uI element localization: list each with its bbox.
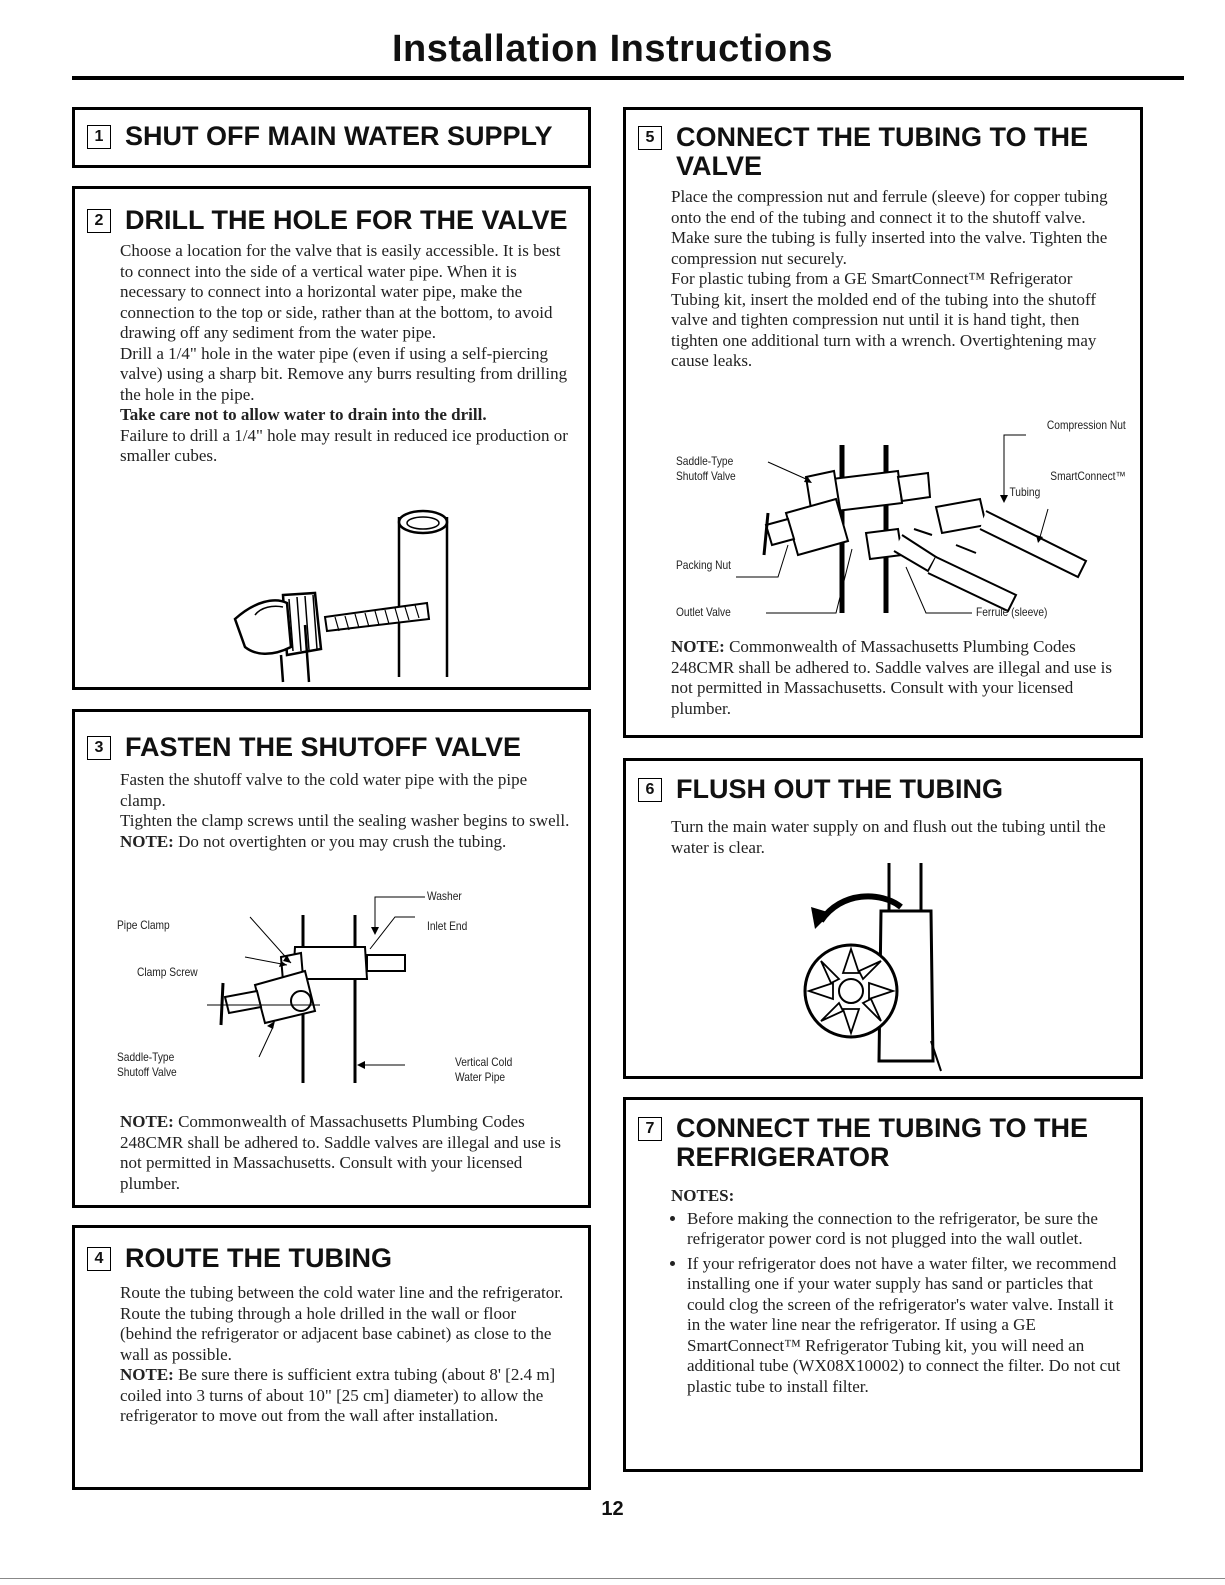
tubing-valve-illustration <box>636 417 1136 617</box>
list-item: • Before making the connection to the refrigerator, be sure the refrigerator power cord is not plugged into the wall outlet. <box>687 1209 1122 1250</box>
step-5-note <box>671 637 1122 719</box>
step-7-heading <box>638 1114 1130 1172</box>
step-3-box <box>72 709 591 1208</box>
note-text: Commonwealth of Massachusetts Plumbing Codes 248CMR shall be adhered to. Saddle valves are illegal and use is not permitted in Massachusetts. Consult with your licensed plumber. <box>671 637 1112 718</box>
label-ferrule: Ferrule (sleeve) <box>976 605 1048 619</box>
label-pipe-clamp: Pipe Clamp <box>117 918 170 932</box>
step-2-box <box>72 186 591 690</box>
step-title: FASTEN THE SHUTOFF VALVE <box>125 732 522 762</box>
title-rule <box>72 76 1184 80</box>
note-text: Do not overtighten or you may crush the tubing. <box>178 831 507 851</box>
paragraph: Tighten the clamp screws until the sealing washer begins to swell. <box>120 811 570 830</box>
step-5-heading <box>638 123 1130 181</box>
step-title: CONNECT THE TUBING TO THE VALVE <box>676 122 1089 181</box>
note-label: NOTE: <box>120 1112 174 1131</box>
step-title: CONNECT THE TUBING TO THE REFRIGERATOR <box>676 1113 1089 1172</box>
note-text: Commonwealth of Massachusetts Plumbing Codes 248CMR shall be adhered to. Saddle valves are illegal and use is not permitted in Massachusetts. Consult with your licensed plumber. <box>120 1112 561 1193</box>
step-number: 3 <box>87 736 111 760</box>
label-shutoff-valve: Shutoff Valve <box>676 469 736 483</box>
paragraph: Place the compression nut and ferrule (sleeve) for copper tubing onto the end of the tubing and connect it to the shutoff valve. <box>671 187 1108 227</box>
label-tubing: Tubing <box>1009 485 1040 499</box>
step-number: 2 <box>87 209 111 233</box>
paragraph: For plastic tubing from a GE SmartConnect™ Refrigerator Tubing kit, insert the molded end of the tubing into the shutoff valve and tighten compression nut until it is hand tight, then tighten one additional turn with a wrench. Overtightening may cause leaks. <box>671 269 1097 370</box>
step-7-text <box>671 1186 1122 1401</box>
step-6-heading <box>638 775 1130 804</box>
label-outlet-valve: Outlet Valve <box>676 605 731 619</box>
step-number: 6 <box>638 778 662 802</box>
note-text: Be sure there is sufficient extra tubing (about 8' [2.4 m] coiled into 3 turns of about 10" [25 cm] diameter) to allow the refrigerator to move out from the wall after installation. <box>120 1365 556 1425</box>
drill-illustration <box>195 507 495 682</box>
paragraph: Failure to drill a 1/4" hole may result in reduced ice production or smaller cubes. <box>120 425 568 465</box>
paragraph: Fasten the shutoff valve to the cold water pipe with the pipe clamp. <box>120 770 528 810</box>
note-label: NOTE: <box>120 1365 174 1384</box>
step-3-heading <box>87 733 578 762</box>
notes-label: NOTES: <box>671 1186 735 1205</box>
flush-valve-illustration <box>791 861 971 1071</box>
paragraph: Route the tubing between the cold water line and the refrigerator. <box>120 1283 564 1302</box>
page-title: Installation Instructions <box>391 28 834 70</box>
step-number: 5 <box>638 126 662 150</box>
label-compression-nut: Compression Nut <box>1047 418 1126 432</box>
label-water-pipe: Water Pipe <box>455 1070 506 1084</box>
label-inlet-end: Inlet End <box>427 919 468 933</box>
page-number: 12 <box>601 1498 624 1520</box>
step-3-note <box>120 1112 570 1194</box>
step-1-heading <box>87 122 578 151</box>
step-4-text <box>120 1283 570 1427</box>
paragraph: Choose a location for the valve that is easily accessible. It is best to connect into the side of a vertical water pipe. When it is necessary to connect into a horizontal water pipe, make the connection to the top or side, rather than at the bottom, to avoid drawing off any sediment from the water pipe. <box>120 241 561 342</box>
label-vertical-cold: Vertical Cold <box>455 1055 513 1069</box>
bottom-rule <box>0 1578 1225 1579</box>
step-1-box <box>72 107 591 168</box>
list-item: • If your refrigerator does not have a water filter, we recommend installing one if your water supply has sand or particles that could clog the screen of the refrigerator's water valve. Install it in the water line near the refrigerator. If using a GE SmartConnect™ Refrigerator Tubing kit, you will need an additional tube (WX08X10002) to connect the filter. Do not cut plastic tube to install filter. <box>687 1254 1122 1398</box>
step-2-text <box>120 241 570 467</box>
step-title: ROUTE THE TUBING <box>125 1243 392 1273</box>
warning-text: Take care not to allow water to drain into the drill. <box>120 405 487 424</box>
step-number: 7 <box>638 1117 662 1141</box>
step-6-text <box>671 817 1122 858</box>
note-label: NOTE: <box>120 831 174 851</box>
step-5-box <box>623 107 1143 738</box>
step-3-text <box>120 770 570 852</box>
step-7-box <box>623 1097 1143 1472</box>
label-packing-nut: Packing Nut <box>676 558 731 572</box>
step-title: DRILL THE HOLE FOR THE VALVE <box>125 205 568 235</box>
label-saddle-type: Saddle-Type <box>676 454 734 468</box>
step-4-heading <box>87 1244 578 1273</box>
step-title: FLUSH OUT THE TUBING <box>676 774 1003 804</box>
paragraph: Drill a 1/4" hole in the water pipe (even if using a self-piercing valve) using a sharp bit. Remove any burrs resulting from drilling the hole in the pipe. <box>120 343 568 404</box>
step-4-box <box>72 1225 591 1490</box>
label-shutoff-valve: Shutoff Valve <box>117 1065 177 1079</box>
label-washer: Washer <box>427 889 462 903</box>
label-saddle-type: Saddle-Type <box>117 1050 175 1064</box>
paragraph: Make sure the tubing is fully inserted into the valve. Tighten the compression nut securely. <box>671 228 1108 268</box>
note-label: NOTE: <box>671 637 725 656</box>
paragraph: Route the tubing through a hole drilled in the wall or floor (behind the refrigerator or adjacent base cabinet) as close to the wall as possible. <box>120 1303 552 1364</box>
step-2-heading <box>87 206 578 235</box>
step-number: 1 <box>87 125 111 149</box>
paragraph: Turn the main water supply on and flush out the tubing until the water is clear. <box>671 817 1106 857</box>
step-6-box <box>623 758 1143 1079</box>
notes-list <box>671 1209 1122 1398</box>
label-smartconnect: SmartConnect™ <box>1050 469 1126 483</box>
label-clamp-screw: Clamp Screw <box>137 965 198 979</box>
step-5-text <box>671 187 1122 372</box>
step-number: 4 <box>87 1247 111 1271</box>
step-title: SHUT OFF MAIN WATER SUPPLY <box>125 121 553 151</box>
